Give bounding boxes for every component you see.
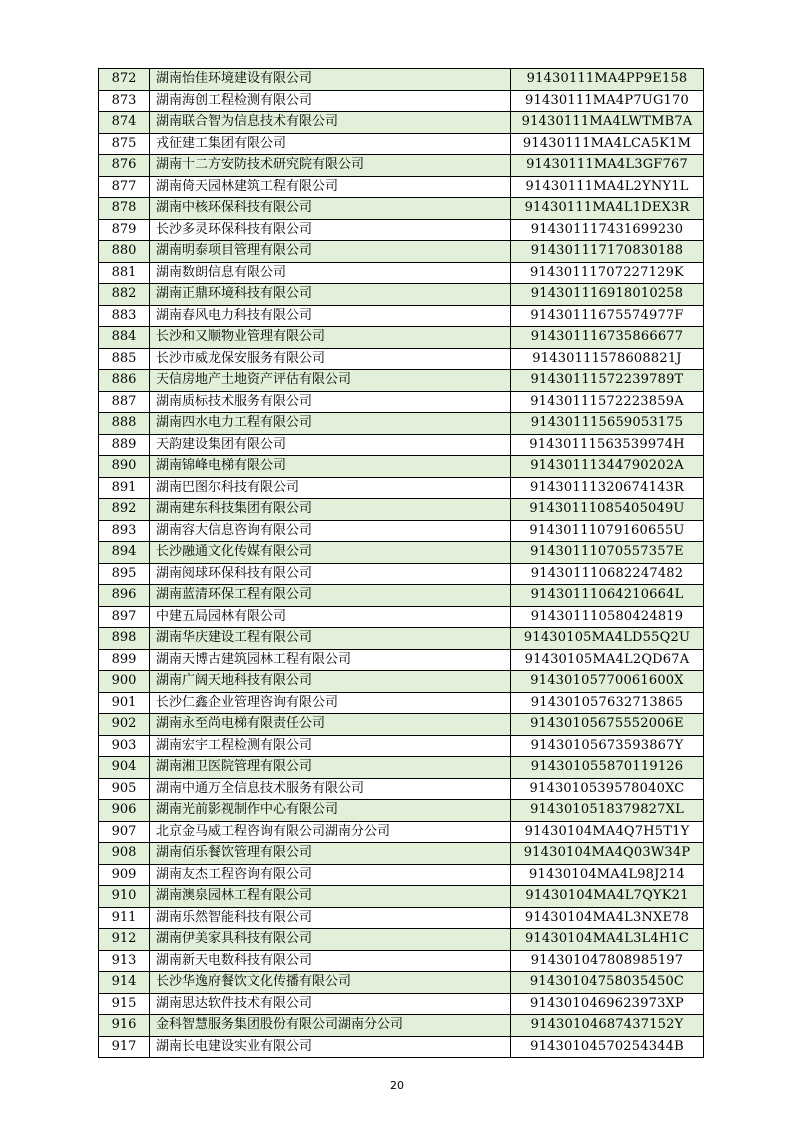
company-name: 长沙和又顺物业管理有限公司: [150, 327, 511, 349]
company-name: 湖南阅球环保科技有限公司: [150, 563, 511, 585]
company-name: 长沙市威龙保安服务有限公司: [150, 348, 511, 370]
credit-code: 91430104570254344B: [511, 1036, 704, 1058]
table-row: [99, 370, 704, 392]
table-row: [99, 520, 704, 542]
table-row: [99, 391, 704, 413]
company-name: 湖南思达软件技术有限公司: [150, 993, 511, 1015]
row-number: 914: [99, 972, 150, 994]
company-name: 湖南蓝清环保工程有限公司: [150, 585, 511, 607]
row-number: 915: [99, 993, 150, 1015]
credit-code: 91430104MA4L98J214: [511, 864, 704, 886]
table-row: [99, 929, 704, 951]
company-name: 天信房地产土地资产评估有限公司: [150, 370, 511, 392]
credit-code: 91430104MA4L3NXE78: [511, 907, 704, 929]
row-number: 894: [99, 542, 150, 564]
table-row: [99, 112, 704, 134]
row-number: 890: [99, 456, 150, 478]
row-number: 897: [99, 606, 150, 628]
company-name: 中建五局园林有限公司: [150, 606, 511, 628]
company-name: 湖南容大信息咨询有限公司: [150, 520, 511, 542]
credit-code: 914301110580424819: [511, 606, 704, 628]
row-number: 895: [99, 563, 150, 585]
company-name: 湖南正鼎环境科技有限公司: [150, 284, 511, 306]
table-row: [99, 241, 704, 263]
company-name: 湖南长电建设实业有限公司: [150, 1036, 511, 1058]
company-name: 湖南联合智为信息技术有限公司: [150, 112, 511, 134]
row-number: 911: [99, 907, 150, 929]
table-row: [99, 262, 704, 284]
credit-code: 91430111079160655U: [511, 520, 704, 542]
company-name: 北京金马威工程咨询有限公司湖南分公司: [150, 821, 511, 843]
table-row: [99, 477, 704, 499]
row-number: 879: [99, 219, 150, 241]
row-number: 884: [99, 327, 150, 349]
row-number: 892: [99, 499, 150, 521]
table-row: [99, 950, 704, 972]
credit-code: 91430105673593867Y: [511, 735, 704, 757]
row-number: 900: [99, 671, 150, 693]
credit-code: 91430105770061600X: [511, 671, 704, 693]
company-name: 湖南怡佳环境建设有限公司: [150, 69, 511, 91]
credit-code: 91430104MA4Q03W34P: [511, 843, 704, 865]
table-row: [99, 735, 704, 757]
table-row: [99, 649, 704, 671]
table-row: [99, 348, 704, 370]
company-name: 湖南广阔天地科技有限公司: [150, 671, 511, 693]
row-number: 903: [99, 735, 150, 757]
row-number: 873: [99, 90, 150, 112]
credit-code: 91430111320674143R: [511, 477, 704, 499]
company-name: 湖南锦峰电梯有限公司: [150, 456, 511, 478]
row-number: 905: [99, 778, 150, 800]
table-row: [99, 843, 704, 865]
row-number: 898: [99, 628, 150, 650]
row-number: 877: [99, 176, 150, 198]
credit-code: 9143010539578040XC: [511, 778, 704, 800]
table-row: [99, 757, 704, 779]
row-number: 902: [99, 714, 150, 736]
company-name: 湖南宏宇工程检测有限公司: [150, 735, 511, 757]
table-row: [99, 413, 704, 435]
credit-code: 914301117431699230: [511, 219, 704, 241]
table-row: [99, 563, 704, 585]
table-row: [99, 671, 704, 693]
credit-code: 91430111085405049U: [511, 499, 704, 521]
table-row: [99, 864, 704, 886]
row-number: 913: [99, 950, 150, 972]
row-number: 885: [99, 348, 150, 370]
credit-code: 91430111572223859A: [511, 391, 704, 413]
credit-code: 91430111707227129K: [511, 262, 704, 284]
table-row: [99, 499, 704, 521]
credit-code: 91430105MA4L2QD67A: [511, 649, 704, 671]
table-row: [99, 327, 704, 349]
table-row: [99, 886, 704, 908]
company-name: 湖南十二方安防技术研究院有限公司: [150, 155, 511, 177]
row-number: 875: [99, 133, 150, 155]
credit-code: 91430111578608821J: [511, 348, 704, 370]
row-number: 909: [99, 864, 150, 886]
table-row: [99, 69, 704, 91]
company-name: 湖南中通万全信息技术服务有限公司: [150, 778, 511, 800]
row-number: 883: [99, 305, 150, 327]
table-row: [99, 628, 704, 650]
table-row: [99, 219, 704, 241]
company-name: 湖南湘卫医院管理有限公司: [150, 757, 511, 779]
table-row: [99, 714, 704, 736]
credit-code: 91430111064210664L: [511, 585, 704, 607]
row-number: 889: [99, 434, 150, 456]
table-row: [99, 133, 704, 155]
credit-code: 91430104MA4L3L4H1C: [511, 929, 704, 951]
credit-code: 91430111MA4PP9E158: [511, 69, 704, 91]
company-name: 湖南友杰工程咨询有限公司: [150, 864, 511, 886]
credit-code: 91430104758035450C: [511, 972, 704, 994]
page-number: 20: [390, 1079, 404, 1092]
table-row: [99, 606, 704, 628]
row-number: 917: [99, 1036, 150, 1058]
table-row: [99, 1036, 704, 1058]
company-name: 湖南伊美家具科技有限公司: [150, 929, 511, 951]
row-number: 891: [99, 477, 150, 499]
row-number: 907: [99, 821, 150, 843]
company-name: 湖南数朗信息有限公司: [150, 262, 511, 284]
row-number: 872: [99, 69, 150, 91]
company-name: 湖南光前影视制作中心有限公司: [150, 800, 511, 822]
company-name: 长沙融通文化传媒有限公司: [150, 542, 511, 564]
row-number: 874: [99, 112, 150, 134]
company-name: 湖南海创工程检测有限公司: [150, 90, 511, 112]
credit-code: 914301117170830188: [511, 241, 704, 263]
company-name: 湖南倚天园林建筑工程有限公司: [150, 176, 511, 198]
row-number: 886: [99, 370, 150, 392]
credit-code: 914301110682247482: [511, 563, 704, 585]
credit-code: 91430111MA4P7UG170: [511, 90, 704, 112]
company-name: 湖南春风电力科技有限公司: [150, 305, 511, 327]
table-row: [99, 90, 704, 112]
table-row: [99, 284, 704, 306]
company-name: 湖南巴图尔科技有限公司: [150, 477, 511, 499]
table-row: [99, 907, 704, 929]
row-number: 887: [99, 391, 150, 413]
company-name: 长沙仁鑫企业管理咨询有限公司: [150, 692, 511, 714]
company-name: 长沙多灵环保科技有限公司: [150, 219, 511, 241]
row-number: 880: [99, 241, 150, 263]
row-number: 881: [99, 262, 150, 284]
table-row: [99, 434, 704, 456]
table-body: [99, 69, 704, 1058]
row-number: 888: [99, 413, 150, 435]
credit-code: 91430111563539974H: [511, 434, 704, 456]
credit-code: 91430111MA4L1DEX3R: [511, 198, 704, 220]
company-name: 天韵建设集团有限公司: [150, 434, 511, 456]
company-name: 金科智慧服务集团股份有限公司湖南分公司: [150, 1015, 511, 1037]
table-row: [99, 993, 704, 1015]
row-number: 899: [99, 649, 150, 671]
credit-code: 91430111070557357E: [511, 542, 704, 564]
credit-code: 914301057632713865: [511, 692, 704, 714]
company-name: 湖南永至尚电梯有限责任公司: [150, 714, 511, 736]
table-row: [99, 155, 704, 177]
row-number: 878: [99, 198, 150, 220]
company-name: 湖南质标技术服务有限公司: [150, 391, 511, 413]
company-name: 湖南新天电数科技有限公司: [150, 950, 511, 972]
row-number: 904: [99, 757, 150, 779]
credit-code: 91430104687437152Y: [511, 1015, 704, 1037]
credit-code: 91430111344790202A: [511, 456, 704, 478]
credit-code: 914301115659053175: [511, 413, 704, 435]
company-name: 湖南明泰项目管理有限公司: [150, 241, 511, 263]
credit-code: 9143010518379827XL: [511, 800, 704, 822]
company-name: 湖南中核环保科技有限公司: [150, 198, 511, 220]
table-row: [99, 176, 704, 198]
credit-code: 91430105MA4LD55Q2U: [511, 628, 704, 650]
table-row: [99, 305, 704, 327]
credit-code: 91430111MA4LCA5K1M: [511, 133, 704, 155]
table-row: [99, 1015, 704, 1037]
company-name: 湖南四水电力工程有限公司: [150, 413, 511, 435]
company-name: 湖南华庆建设工程有限公司: [150, 628, 511, 650]
credit-code: 91430111MA4L3GF767: [511, 155, 704, 177]
table-row: [99, 585, 704, 607]
table-row: [99, 198, 704, 220]
company-name: 湖南佰乐餐饮管理有限公司: [150, 843, 511, 865]
table-row: [99, 456, 704, 478]
row-number: 916: [99, 1015, 150, 1037]
company-name: 戎征建工集团有限公司: [150, 133, 511, 155]
company-name: 长沙华逸府餐饮文化传播有限公司: [150, 972, 511, 994]
company-name: 湖南乐然智能科技有限公司: [150, 907, 511, 929]
table-row: [99, 778, 704, 800]
table-row: [99, 821, 704, 843]
credit-code: 914301055870119126: [511, 757, 704, 779]
table-row: [99, 800, 704, 822]
company-name: 湖南建东科技集团有限公司: [150, 499, 511, 521]
row-number: 901: [99, 692, 150, 714]
company-registry-table: [98, 68, 704, 1058]
row-number: 893: [99, 520, 150, 542]
credit-code: 9143010469623973XP: [511, 993, 704, 1015]
row-number: 882: [99, 284, 150, 306]
row-number: 912: [99, 929, 150, 951]
credit-code: 91430111675574977F: [511, 305, 704, 327]
row-number: 910: [99, 886, 150, 908]
company-name: 湖南天博古建筑园林工程有限公司: [150, 649, 511, 671]
credit-code: 914301116918010258: [511, 284, 704, 306]
credit-code: 91430104MA4Q7H5T1Y: [511, 821, 704, 843]
credit-code: 91430111MA4L2YNY1L: [511, 176, 704, 198]
credit-code: 91430105675552006E: [511, 714, 704, 736]
row-number: 876: [99, 155, 150, 177]
company-name: 湖南澳泉园林工程有限公司: [150, 886, 511, 908]
credit-code: 914301047808985197: [511, 950, 704, 972]
table-row: [99, 692, 704, 714]
row-number: 908: [99, 843, 150, 865]
credit-code: 91430104MA4L7QYK21: [511, 886, 704, 908]
table-row: [99, 542, 704, 564]
row-number: 896: [99, 585, 150, 607]
row-number: 906: [99, 800, 150, 822]
credit-code: 91430111572239789T: [511, 370, 704, 392]
credit-code: 91430111MA4LWTMB7A: [511, 112, 704, 134]
table-row: [99, 972, 704, 994]
credit-code: 914301116735866677: [511, 327, 704, 349]
